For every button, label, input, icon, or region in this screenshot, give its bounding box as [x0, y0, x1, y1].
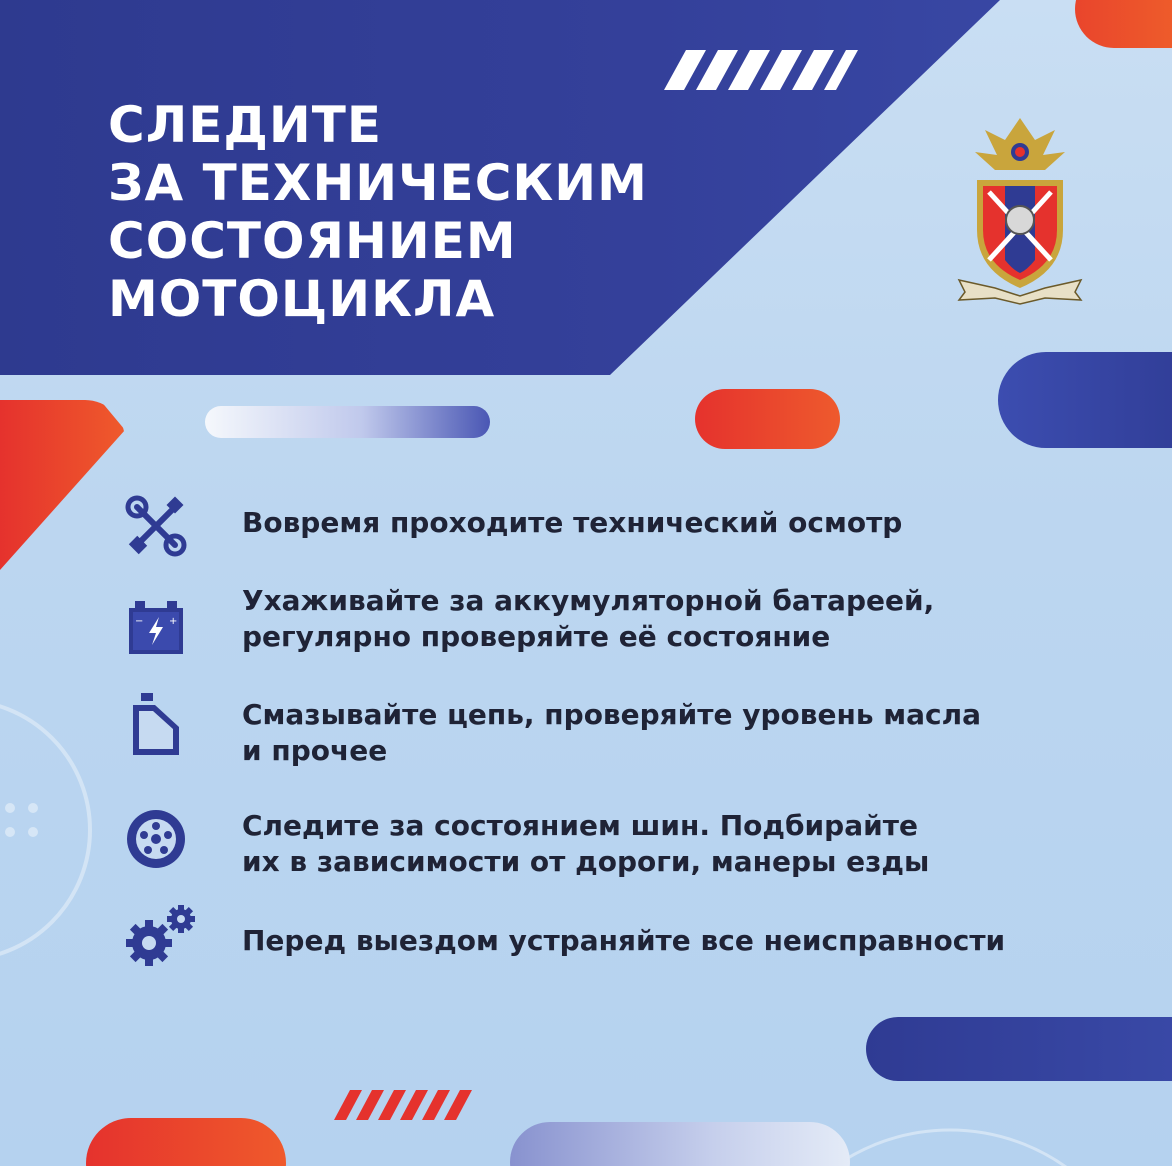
slash-stripes-top	[664, 50, 864, 92]
svg-text:−: −	[135, 616, 144, 627]
oil-canister-icon	[125, 693, 187, 755]
item-text: Смазывайте цепь, проверяйте уровень масла и прочее	[242, 698, 982, 767]
battery-icon	[125, 597, 187, 659]
title-line-3: СОСТОЯНИЕМ	[108, 212, 517, 270]
item-text: Следите за состоянием шин. Подбирайте их в зависимости от дороги, манеры езды	[242, 809, 930, 878]
wheel-icon	[125, 808, 187, 870]
gradient-pill-pale-bottom	[510, 1122, 850, 1166]
item-text: Ухаживайте за аккумуляторной батареей, регулярно проверяйте её состояние	[242, 584, 935, 653]
gradient-pill-light	[205, 406, 490, 438]
gradient-pill-navy-right	[998, 352, 1172, 448]
title-line-1: СЛЕДИТЕ	[108, 96, 383, 154]
gradient-pill-red-bottom	[86, 1118, 286, 1166]
svg-text:+: +	[169, 616, 178, 627]
title-line-2: ЗА ТЕХНИЧЕСКИМ	[108, 154, 648, 212]
item-text: Вовремя проходите технический осмотр	[242, 506, 903, 539]
wrench-screwdriver-icon	[125, 495, 187, 557]
gradient-pill-red	[695, 389, 840, 449]
page-title	[108, 96, 648, 328]
gears-icon	[125, 905, 205, 969]
item-text: Перед выездом устраняйте все неисправности	[242, 924, 1006, 957]
traffic-police-emblem-icon	[955, 110, 1085, 305]
slash-stripes-bottom	[334, 1090, 484, 1122]
gradient-pill-navy-bottom	[866, 1017, 1172, 1081]
title-line-4: МОТОЦИКЛА	[108, 270, 496, 328]
